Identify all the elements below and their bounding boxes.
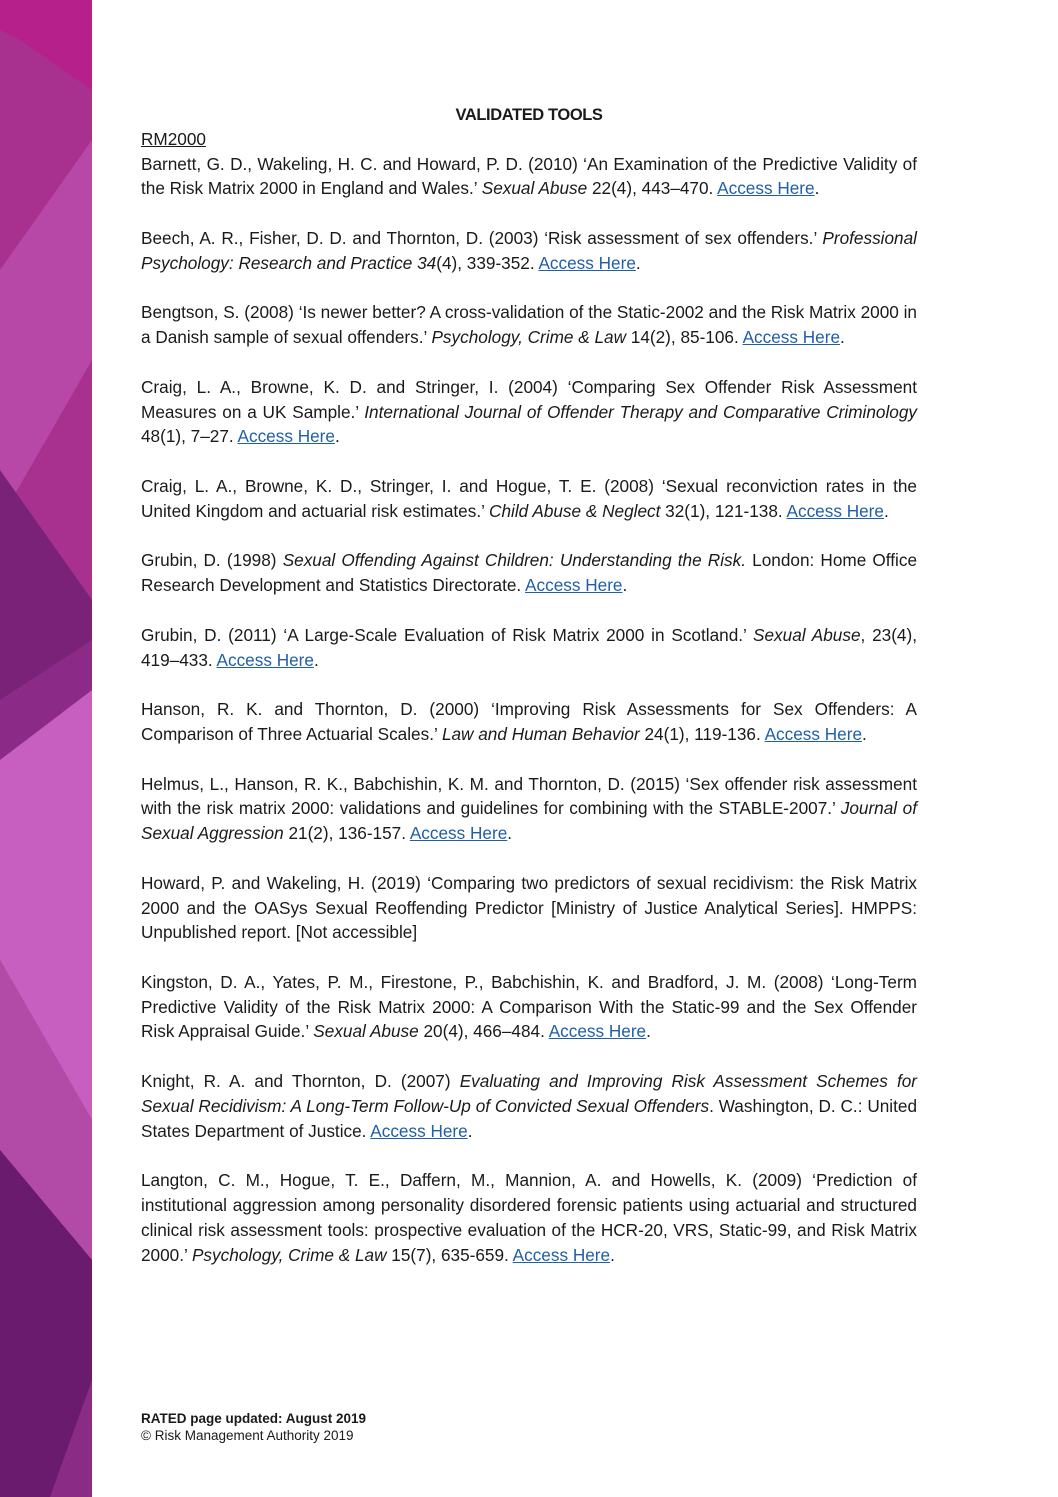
reference-end-punctuation: .: [610, 1244, 615, 1265]
reference-entry: [141, 226, 917, 276]
reference-entry: [141, 548, 917, 598]
access-here-link[interactable]: Access Here: [764, 723, 863, 744]
reference-text: Bengtson, S. (2008) ‘Is newer better? A cross-validation of the Static-2002 and the Risk Matrix 2000 in a Danish sample of sexual offenders.’: [141, 302, 917, 348]
access-here-link[interactable]: Access Here: [409, 823, 508, 844]
reference-details: 48(1), 7–27.: [141, 426, 238, 447]
reference-entry: [141, 300, 917, 350]
reference-text: Craig, L. A., Browne, K. D. and Stringer, I. (2004) ‘Comparing Sex Offender Risk Assessment Measures on a UK Sample.’: [141, 376, 917, 422]
section-heading-rm2000: RM2000: [141, 129, 206, 149]
reference-text: Beech, A. R., Fisher, D. D. and Thornton, D. (2003) ‘Risk assessment of sex offenders.’: [141, 227, 823, 248]
reference-end-punctuation: .: [467, 1120, 473, 1141]
reference-entry: [141, 970, 917, 1044]
reference-end-punctuation: .: [646, 1021, 651, 1042]
access-here-link[interactable]: Access Here: [216, 649, 314, 670]
reference-end-punctuation: .: [635, 252, 641, 273]
reference-end-punctuation: .: [313, 649, 319, 670]
access-here-link[interactable]: Access Here: [525, 575, 623, 596]
reference-entry: [141, 772, 917, 846]
reference-text: Grubin, D. (2011) ‘A Large-Scale Evaluation of Risk Matrix 2000 in Scotland.’: [141, 624, 754, 645]
reference-text: Grubin, D. (1998): [141, 550, 283, 571]
reference-entry: [141, 623, 917, 673]
document-body: [141, 103, 917, 1292]
side-band-graphic: [0, 0, 92, 1497]
access-here-link[interactable]: Access Here: [548, 1021, 647, 1042]
decorative-side-band: [0, 0, 92, 1497]
reference-source-title: Law and Human Behavior: [441, 723, 640, 744]
reference-details: , 23(4), 419–433.: [141, 624, 917, 670]
access-here-link[interactable]: Access Here: [370, 1120, 468, 1141]
reference-source-title: Evaluating and Improving Risk Assessment Schemes for Sexual Recidivism: A Long-Term Follow-Up of Convicted Sexual Offenders: [141, 1071, 918, 1116]
reference-text: Helmus, L., Hanson, R. K., Babchishin, K. M. and Thornton, D. (2015) ‘Sex offender risk assessment with the risk matrix 2000: validations and guidelines for combining with the STABLE-2007.’: [141, 773, 917, 819]
page-title: VALIDATED TOOLS: [455, 106, 603, 124]
reference-entry: [141, 375, 917, 449]
reference-end-punctuation: .: [883, 500, 889, 521]
reference-details: 21(2), 136-157.: [283, 823, 410, 844]
access-here-link[interactable]: Access Here: [717, 178, 815, 199]
reference-entry: [141, 871, 917, 945]
reference-details: 20(4), 466–484.: [418, 1021, 549, 1042]
reference-end-punctuation: .: [840, 327, 845, 348]
reference-details: 14(2), 85-106.: [626, 327, 743, 348]
reference-details: 32(1), 121-138.: [660, 500, 787, 521]
reference-source-title: Psychology, Crime & Law: [431, 327, 626, 348]
reference-source-title: Sexual Abuse: [481, 178, 588, 199]
reference-text: Knight, R. A. and Thornton, D. (2007): [141, 1071, 460, 1092]
reference-details: London: Home Office Research Development and Statistics Directorate.: [141, 550, 918, 596]
reference-text: Hanson, R. K. and Thornton, D. (2000) ‘Improving Risk Assessments for Sex Offenders: A Comparison of Three Actuarial Scales.’: [141, 699, 917, 744]
reference-text: Kingston, D. A., Yates, P. M., Firestone, P., Babchishin, K. and Bradford, J. M. (2008) ‘Long-Term Predictive Validity of the Risk Matrix 2000: A Comparison With the Static-99 and the Sex Offender Risk Appraisal Guide.’: [141, 971, 917, 1042]
reference-end-punctuation: .: [622, 575, 628, 596]
access-here-link[interactable]: Access Here: [786, 500, 884, 521]
reference-details: . Washington, D. C.: United States Department of Justice.: [141, 1095, 918, 1141]
reference-source-title: Psychology, Crime & Law: [191, 1244, 387, 1265]
reference-end-punctuation: .: [334, 426, 340, 447]
reference-source-title: Journal of Sexual Aggression: [141, 798, 917, 844]
reference-source-title: Sexual Abuse: [753, 624, 861, 645]
reference-details: 24(1), 119-136.: [639, 723, 765, 744]
reference-entry: [141, 1069, 917, 1143]
reference-list: [141, 152, 917, 1268]
access-here-link[interactable]: Access Here: [237, 426, 335, 447]
reference-end-punctuation: .: [862, 723, 867, 744]
reference-entry: [141, 474, 917, 524]
page-footer: [141, 1410, 741, 1444]
reference-text: Craig, L. A., Browne, K. D., Stringer, I. and Hogue, T. E. (2008) ‘Sexual reconviction rates in the United Kingdom and actuarial risk estimates.’: [141, 475, 917, 521]
reference-end-punctuation: .: [507, 823, 513, 844]
reference-entry: [141, 1168, 917, 1267]
reference-text: Howard, P. and Wakeling, H. (2019) ‘Comparing two predictors of sexual recidivism: the Risk Matrix 2000 and the OASys Sexual Reoffending Predictor [Ministry of Justice Analytical Series]. HMPPS: Unpublished report. [Not accessible]: [141, 872, 917, 943]
reference-source-title: Child Abuse & Neglect: [489, 500, 661, 521]
access-here-link[interactable]: Access Here: [538, 252, 636, 273]
reference-details: 22(4), 443–470.: [587, 178, 718, 199]
reference-entry: [141, 152, 917, 202]
access-here-link[interactable]: Access Here: [512, 1244, 611, 1265]
reference-text: Barnett, G. D., Wakeling, H. C. and Howard, P. D. (2010) ‘An Examination of the Predictive Validity of the Risk Matrix 2000 in England and Wales.’: [141, 153, 917, 199]
copyright-notice: © Risk Management Authority 2019: [141, 1428, 354, 1443]
access-here-link[interactable]: Access Here: [742, 327, 841, 348]
reference-source-title: Sexual Offending Against Children: Understanding the Risk.: [282, 550, 747, 571]
reference-text: Langton, C. M., Hogue, T. E., Daffern, M., Mannion, A. and Howells, K. (2009) ‘Prediction of institutional aggression among personality disordered forensic patients using actuarial and structured clinical risk assessment tools: prospective evaluation of the HCR-20, VRS, Static-99, and Risk Matrix 2000.’: [141, 1170, 917, 1265]
updated-date: RATED page updated: August 2019: [141, 1411, 367, 1426]
reference-entry: [141, 697, 917, 747]
reference-details: (4), 339-352.: [436, 252, 539, 273]
reference-source-title: Professional Psychology: Research and Practice 34: [141, 227, 917, 273]
reference-end-punctuation: .: [814, 178, 820, 199]
reference-source-title: International Journal of Offender Therapy and Comparative Criminology: [364, 401, 918, 422]
reference-source-title: Sexual Abuse: [313, 1021, 419, 1042]
reference-details: 15(7), 635-659.: [386, 1244, 513, 1265]
